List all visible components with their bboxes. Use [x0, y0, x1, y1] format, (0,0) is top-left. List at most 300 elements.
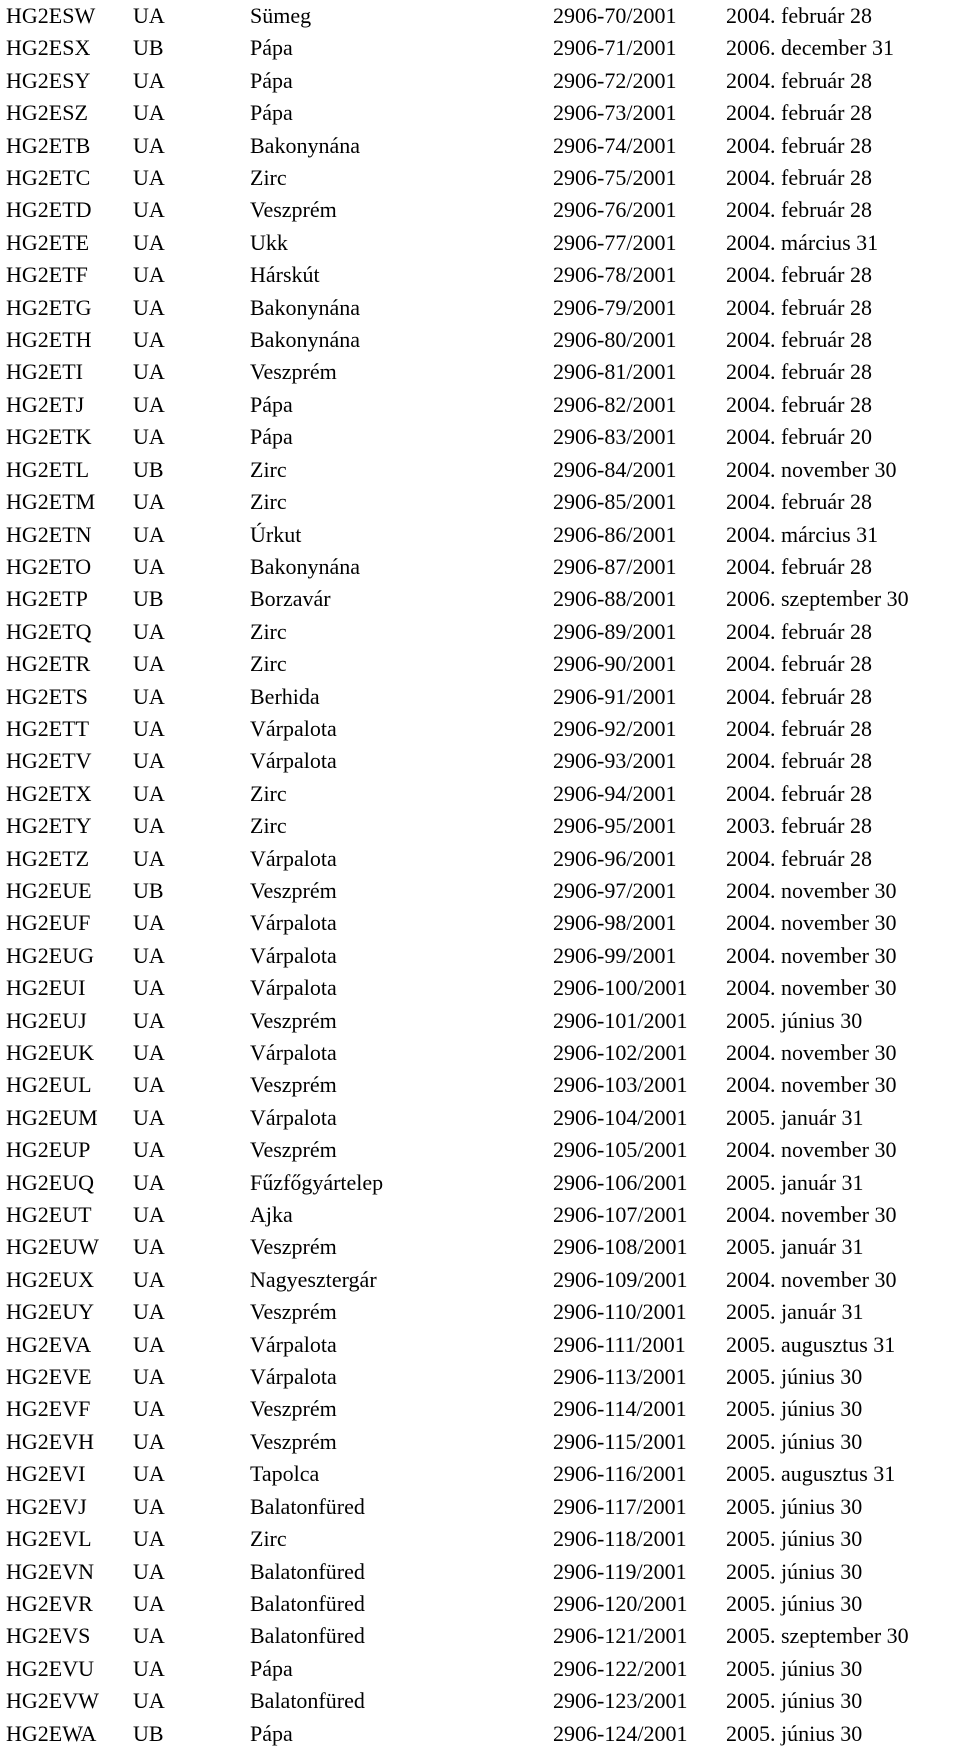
expiry-date-cell: 2005. június 30 — [726, 1396, 863, 1422]
license-class-cell: UA — [133, 197, 165, 223]
callsign-cell: HG2EUI — [6, 975, 86, 1001]
expiry-date-cell: 2004. február 28 — [726, 67, 873, 93]
city-cell: Várpalota — [250, 910, 337, 936]
callsign-cell: HG2EUE — [6, 877, 92, 903]
callsign-cell: HG2ETF — [6, 262, 88, 288]
city-cell: Várpalota — [250, 845, 337, 871]
table-row — [0, 194, 960, 226]
permit-number-cell: 2906-120/2001 — [553, 1590, 688, 1616]
permit-number-cell: 2906-115/2001 — [553, 1428, 687, 1454]
table-row — [0, 1361, 960, 1393]
table-row — [0, 421, 960, 453]
callsign-cell: HG2EWA — [6, 1720, 97, 1746]
table-row — [0, 259, 960, 291]
license-class-cell: UA — [133, 67, 165, 93]
table-row — [0, 1588, 960, 1620]
callsign-cell: HG2EVH — [6, 1428, 94, 1454]
permit-number-cell: 2906-81/2001 — [553, 359, 677, 385]
callsign-cell: HG2EUQ — [6, 1169, 94, 1195]
expiry-date-cell: 2005. január 31 — [726, 1104, 864, 1130]
expiry-date-cell: 2004. november 30 — [726, 877, 897, 903]
permit-number-cell: 2906-89/2001 — [553, 618, 677, 644]
city-cell: Borzavár — [250, 586, 331, 612]
license-class-cell: UA — [133, 262, 165, 288]
city-cell: Veszprém — [250, 1072, 337, 1098]
expiry-date-cell: 2004. február 28 — [726, 3, 873, 28]
permit-number-cell: 2906-79/2001 — [553, 294, 677, 320]
permit-number-cell: 2906-91/2001 — [553, 683, 677, 709]
permit-number-cell: 2906-108/2001 — [553, 1234, 688, 1260]
permit-number-cell: 2906-110/2001 — [553, 1299, 687, 1325]
license-class-cell: UA — [133, 748, 165, 774]
expiry-date-cell: 2006. december 31 — [726, 35, 894, 61]
expiry-date-cell: 2004. március 31 — [726, 521, 879, 547]
permit-number-cell: 2906-77/2001 — [553, 229, 677, 255]
table-row — [0, 778, 960, 810]
expiry-date-cell: 2005. június 30 — [726, 1493, 863, 1519]
callsign-cell: HG2EVJ — [6, 1493, 87, 1519]
city-cell: Veszprém — [250, 1299, 337, 1325]
permit-number-cell: 2906-74/2001 — [553, 132, 677, 158]
city-cell: Bakonynána — [250, 132, 360, 158]
table-row — [0, 130, 960, 162]
license-class-cell: UA — [133, 1461, 165, 1487]
table-row — [0, 1523, 960, 1555]
license-class-cell: UA — [133, 391, 165, 417]
table-row — [0, 648, 960, 680]
license-class-cell: UA — [133, 424, 165, 450]
table-row — [0, 519, 960, 551]
expiry-date-cell: 2005. január 31 — [726, 1234, 864, 1260]
license-class-cell: UA — [133, 1655, 165, 1681]
city-cell: Veszprém — [250, 1137, 337, 1163]
expiry-date-cell: 2004. február 28 — [726, 618, 873, 644]
city-cell: Sümeg — [250, 3, 312, 28]
city-cell: Veszprém — [250, 1234, 337, 1260]
license-class-cell: UA — [133, 1558, 165, 1584]
permit-number-cell: 2906-94/2001 — [553, 780, 677, 806]
callsign-cell: HG2ETB — [6, 132, 91, 158]
callsign-cell: HG2ESX — [6, 35, 91, 61]
expiry-date-cell: 2005. június 30 — [726, 1655, 863, 1681]
license-class-cell: UA — [133, 813, 165, 839]
expiry-date-cell: 2004. február 28 — [726, 715, 873, 741]
table-row — [0, 940, 960, 972]
callsign-cell: HG2ETM — [6, 489, 96, 515]
license-class-cell: UA — [133, 132, 165, 158]
city-cell: Balatonfüred — [250, 1688, 365, 1714]
expiry-date-cell: 2004. február 28 — [726, 748, 873, 774]
city-cell: Pápa — [250, 100, 293, 126]
callsign-cell: HG2ETL — [6, 456, 90, 482]
license-class-cell: UB — [133, 456, 164, 482]
expiry-date-cell: 2005. augusztus 31 — [726, 1331, 896, 1357]
permit-number-cell: 2906-90/2001 — [553, 651, 677, 677]
expiry-date-cell: 2004. február 28 — [726, 197, 873, 223]
city-cell: Várpalota — [250, 975, 337, 1001]
city-cell: Várpalota — [250, 1364, 337, 1390]
license-class-cell: UA — [133, 715, 165, 741]
city-cell: Berhida — [250, 683, 320, 709]
city-cell: Bakonynána — [250, 327, 360, 353]
city-cell: Veszprém — [250, 359, 337, 385]
callsign-cell: HG2ETD — [6, 197, 92, 223]
permit-number-cell: 2906-76/2001 — [553, 197, 677, 223]
license-class-cell: UA — [133, 294, 165, 320]
license-class-cell: UA — [133, 327, 165, 353]
city-cell: Bakonynána — [250, 553, 360, 579]
callsign-cell: HG2EUM — [6, 1104, 98, 1130]
callsign-cell: HG2ETX — [6, 780, 92, 806]
city-cell: Pápa — [250, 424, 293, 450]
city-cell: Zirc — [250, 780, 287, 806]
city-cell: Zirc — [250, 618, 287, 644]
table-row — [0, 324, 960, 356]
table-row — [0, 97, 960, 129]
city-cell: Ajka — [250, 1202, 293, 1228]
city-cell: Zirc — [250, 489, 287, 515]
city-cell: Várpalota — [250, 942, 337, 968]
city-cell: Veszprém — [250, 1428, 337, 1454]
license-class-cell: UA — [133, 1623, 165, 1649]
permit-number-cell: 2906-86/2001 — [553, 521, 677, 547]
permit-number-cell: 2906-122/2001 — [553, 1655, 688, 1681]
city-cell: Pápa — [250, 35, 293, 61]
table-row — [0, 972, 960, 1004]
expiry-date-cell: 2004. február 28 — [726, 294, 873, 320]
expiry-date-cell: 2004. február 28 — [726, 359, 873, 385]
permit-number-cell: 2906-99/2001 — [553, 942, 677, 968]
callsign-cell: HG2EVA — [6, 1331, 92, 1357]
expiry-date-cell: 2005. június 30 — [726, 1558, 863, 1584]
city-cell: Balatonfüred — [250, 1493, 365, 1519]
license-class-cell: UA — [133, 975, 165, 1001]
expiry-date-cell: 2004. november 30 — [726, 975, 897, 1001]
permit-number-cell: 2906-85/2001 — [553, 489, 677, 515]
callsign-cell: HG2ETY — [6, 813, 92, 839]
city-cell: Várpalota — [250, 748, 337, 774]
expiry-date-cell: 2005. június 30 — [726, 1720, 863, 1746]
expiry-date-cell: 2004. március 31 — [726, 229, 879, 255]
city-cell: Várpalota — [250, 715, 337, 741]
table-row — [0, 1491, 960, 1523]
permit-number-cell: 2906-101/2001 — [553, 1007, 688, 1033]
expiry-date-cell: 2004. november 30 — [726, 1072, 897, 1098]
permit-number-cell: 2906-124/2001 — [553, 1720, 688, 1746]
callsign-cell: HG2EVF — [6, 1396, 91, 1422]
city-cell: Veszprém — [250, 1007, 337, 1033]
callsign-cell: HG2ETK — [6, 424, 92, 450]
city-cell: Veszprém — [250, 1396, 337, 1422]
table-row — [0, 486, 960, 518]
license-class-cell: UA — [133, 3, 165, 28]
callsign-cell: HG2EVR — [6, 1590, 93, 1616]
callsign-cell: HG2ETI — [6, 359, 83, 385]
permit-number-cell: 2906-117/2001 — [553, 1493, 687, 1519]
permit-number-cell: 2906-93/2001 — [553, 748, 677, 774]
city-cell: Fűzfőgyártelep — [250, 1169, 384, 1195]
table-row — [0, 1556, 960, 1588]
permit-number-cell: 2906-109/2001 — [553, 1266, 688, 1292]
expiry-date-cell: 2004. február 28 — [726, 262, 873, 288]
permit-number-cell: 2906-105/2001 — [553, 1137, 688, 1163]
permit-number-cell: 2906-80/2001 — [553, 327, 677, 353]
permit-number-cell: 2906-96/2001 — [553, 845, 677, 871]
callsign-cell: HG2EVS — [6, 1623, 91, 1649]
table-row — [0, 1426, 960, 1458]
callsign-cell: HG2EUL — [6, 1072, 92, 1098]
permit-number-cell: 2906-71/2001 — [553, 35, 677, 61]
permit-number-cell: 2906-84/2001 — [553, 456, 677, 482]
permit-number-cell: 2906-95/2001 — [553, 813, 677, 839]
license-class-cell: UA — [133, 1331, 165, 1357]
city-cell: Zirc — [250, 651, 287, 677]
callsign-cell: HG2EVE — [6, 1364, 92, 1390]
table-row — [0, 1264, 960, 1296]
table-row — [0, 1685, 960, 1717]
license-class-cell: UB — [133, 586, 164, 612]
license-class-cell: UA — [133, 1428, 165, 1454]
table-row — [0, 162, 960, 194]
callsign-cell: HG2ETV — [6, 748, 92, 774]
expiry-date-cell: 2005. január 31 — [726, 1169, 864, 1195]
table-row — [0, 1458, 960, 1490]
permit-number-cell: 2906-106/2001 — [553, 1169, 688, 1195]
table-row — [0, 583, 960, 615]
license-class-cell: UA — [133, 165, 165, 191]
license-class-cell: UA — [133, 1266, 165, 1292]
table-row — [0, 1393, 960, 1425]
callsign-cell: HG2EUJ — [6, 1007, 87, 1033]
expiry-date-cell: 2005. január 31 — [726, 1299, 864, 1325]
table-row — [0, 843, 960, 875]
permit-number-cell: 2906-111/2001 — [553, 1331, 686, 1357]
license-class-cell: UB — [133, 877, 164, 903]
permit-number-cell: 2906-82/2001 — [553, 391, 677, 417]
callsign-cell: HG2EUW — [6, 1234, 99, 1260]
expiry-date-cell: 2004. november 30 — [726, 1040, 897, 1065]
table-row — [0, 454, 960, 486]
table-row — [0, 389, 960, 421]
expiry-date-cell: 2005. június 30 — [726, 1526, 863, 1552]
expiry-date-cell: 2004. november 30 — [726, 456, 897, 482]
license-class-cell: UB — [133, 1720, 164, 1746]
callsign-cell: HG2EVN — [6, 1558, 94, 1584]
license-class-cell: UA — [133, 910, 165, 936]
city-cell: Úrkut — [250, 521, 302, 547]
expiry-date-cell: 2005. június 30 — [726, 1428, 863, 1454]
table-row — [0, 1134, 960, 1166]
callsign-cell: HG2ESW — [6, 3, 96, 28]
table-row — [0, 1005, 960, 1037]
permit-number-cell: 2906-114/2001 — [553, 1396, 687, 1422]
table-row — [0, 1231, 960, 1263]
license-class-cell: UA — [133, 1364, 165, 1390]
license-class-cell: UA — [133, 1590, 165, 1616]
callsign-cell: HG2EUF — [6, 910, 91, 936]
city-cell: Veszprém — [250, 197, 337, 223]
permit-number-cell: 2906-121/2001 — [553, 1623, 688, 1649]
table-row — [0, 1069, 960, 1101]
callsign-cell: HG2EVU — [6, 1655, 94, 1681]
callsign-cell: HG2EVL — [6, 1526, 92, 1552]
callsign-cell: HG2ETR — [6, 651, 91, 677]
callsign-cell: HG2ETG — [6, 294, 92, 320]
callsign-cell: HG2EUY — [6, 1299, 94, 1325]
table-row — [0, 0, 960, 32]
table-row — [0, 1102, 960, 1134]
permit-number-cell: 2906-83/2001 — [553, 424, 677, 450]
permit-number-cell: 2906-78/2001 — [553, 262, 677, 288]
license-class-cell: UA — [133, 359, 165, 385]
license-class-cell: UA — [133, 780, 165, 806]
license-class-cell: UA — [133, 1493, 165, 1519]
permit-number-cell: 2906-104/2001 — [553, 1104, 688, 1130]
city-cell: Pápa — [250, 1655, 293, 1681]
expiry-date-cell: 2005. június 30 — [726, 1364, 863, 1390]
table-row — [0, 875, 960, 907]
license-class-cell: UA — [133, 1202, 165, 1228]
city-cell: Várpalota — [250, 1040, 337, 1065]
city-cell: Nagyesztergár — [250, 1266, 377, 1292]
callsign-cell: HG2ETP — [6, 586, 88, 612]
expiry-date-cell: 2005. június 30 — [726, 1590, 863, 1616]
license-class-cell: UA — [133, 683, 165, 709]
expiry-date-cell: 2004. február 20 — [726, 424, 873, 450]
table-row — [0, 32, 960, 64]
callsign-cell: HG2ETO — [6, 553, 92, 579]
expiry-date-cell: 2003. február 28 — [726, 813, 873, 839]
callsign-cell: HG2EVI — [6, 1461, 86, 1487]
table-row — [0, 292, 960, 324]
callsign-cell: HG2ETS — [6, 683, 88, 709]
license-class-cell: UA — [133, 1688, 165, 1714]
expiry-date-cell: 2006. szeptember 30 — [726, 586, 909, 612]
table-row — [0, 1329, 960, 1361]
table-row — [0, 227, 960, 259]
permit-number-cell: 2906-102/2001 — [553, 1040, 688, 1065]
expiry-date-cell: 2004. február 28 — [726, 100, 873, 126]
city-cell: Hárskút — [250, 262, 320, 288]
expiry-date-cell: 2004. február 28 — [726, 391, 873, 417]
license-class-cell: UA — [133, 1040, 165, 1065]
city-cell: Balatonfüred — [250, 1623, 365, 1649]
expiry-date-cell: 2004. november 30 — [726, 942, 897, 968]
table-row — [0, 616, 960, 648]
callsign-cell: HG2ETQ — [6, 618, 92, 644]
license-class-cell: UA — [133, 1137, 165, 1163]
license-class-cell: UA — [133, 1072, 165, 1098]
table-row — [0, 1037, 960, 1069]
table-row — [0, 810, 960, 842]
permit-number-cell: 2906-107/2001 — [553, 1202, 688, 1228]
license-class-cell: UA — [133, 521, 165, 547]
callsign-cell: HG2ETC — [6, 165, 91, 191]
permit-number-cell: 2906-103/2001 — [553, 1072, 688, 1098]
expiry-date-cell: 2004. február 28 — [726, 651, 873, 677]
expiry-date-cell: 2004. november 30 — [726, 1266, 897, 1292]
callsign-cell: HG2EUX — [6, 1266, 94, 1292]
callsign-cell: HG2EVW — [6, 1688, 99, 1714]
permit-number-cell: 2906-100/2001 — [553, 975, 688, 1001]
city-cell: Balatonfüred — [250, 1558, 365, 1584]
table-row — [0, 713, 960, 745]
permit-number-cell: 2906-88/2001 — [553, 586, 677, 612]
expiry-date-cell: 2004. február 28 — [726, 489, 873, 515]
callsign-cell: HG2ETZ — [6, 845, 90, 871]
city-cell: Pápa — [250, 1720, 293, 1746]
city-cell: Zirc — [250, 165, 287, 191]
city-cell: Ukk — [250, 229, 288, 255]
permit-number-cell: 2906-73/2001 — [553, 100, 677, 126]
license-class-cell: UB — [133, 35, 164, 61]
license-class-cell: UA — [133, 489, 165, 515]
table-row — [0, 907, 960, 939]
callsign-cell: HG2ETE — [6, 229, 90, 255]
expiry-date-cell: 2004. február 28 — [726, 132, 873, 158]
callsign-cell: HG2ETJ — [6, 391, 85, 417]
license-class-cell: UA — [133, 618, 165, 644]
expiry-date-cell: 2005. augusztus 31 — [726, 1461, 896, 1487]
city-cell: Várpalota — [250, 1331, 337, 1357]
city-cell: Bakonynána — [250, 294, 360, 320]
city-cell: Zirc — [250, 813, 287, 839]
table-row — [0, 1653, 960, 1685]
expiry-date-cell: 2005. szeptember 30 — [726, 1623, 909, 1649]
callsign-cell: HG2EUT — [6, 1202, 92, 1228]
table-row — [0, 1620, 960, 1652]
license-class-cell: UA — [133, 553, 165, 579]
expiry-date-cell: 2004. február 28 — [726, 683, 873, 709]
license-class-cell: UA — [133, 1104, 165, 1130]
license-class-cell: UA — [133, 229, 165, 255]
permit-number-cell: 2906-87/2001 — [553, 553, 677, 579]
table-row — [0, 1167, 960, 1199]
table-row — [0, 1199, 960, 1231]
table-row — [0, 65, 960, 97]
expiry-date-cell: 2005. június 30 — [726, 1688, 863, 1714]
table-row — [0, 551, 960, 583]
expiry-date-cell: 2004. november 30 — [726, 910, 897, 936]
expiry-date-cell: 2004. február 28 — [726, 553, 873, 579]
expiry-date-cell: 2004. november 30 — [726, 1202, 897, 1228]
table-row — [0, 1718, 960, 1750]
callsign-cell: HG2ETH — [6, 327, 92, 353]
callsign-cell: HG2ETN — [6, 521, 92, 547]
license-class-cell: UA — [133, 1396, 165, 1422]
license-class-cell: UA — [133, 942, 165, 968]
expiry-date-cell: 2004. február 28 — [726, 165, 873, 191]
permit-number-cell: 2906-92/2001 — [553, 715, 677, 741]
license-class-cell: UA — [133, 845, 165, 871]
callsign-cell: HG2ETT — [6, 715, 90, 741]
license-class-cell: UA — [133, 1007, 165, 1033]
license-class-cell: UA — [133, 651, 165, 677]
callsign-cell: HG2EUG — [6, 942, 94, 968]
city-cell: Zirc — [250, 1526, 287, 1552]
permit-number-cell: 2906-113/2001 — [553, 1364, 687, 1390]
license-class-cell: UA — [133, 100, 165, 126]
expiry-date-cell: 2005. június 30 — [726, 1007, 863, 1033]
license-class-cell: UA — [133, 1299, 165, 1325]
table-row — [0, 1296, 960, 1328]
callsign-cell: HG2EUP — [6, 1137, 91, 1163]
permit-number-cell: 2906-97/2001 — [553, 877, 677, 903]
table-row — [0, 681, 960, 713]
table-row — [0, 745, 960, 777]
license-class-cell: UA — [133, 1169, 165, 1195]
expiry-date-cell: 2004. február 28 — [726, 780, 873, 806]
